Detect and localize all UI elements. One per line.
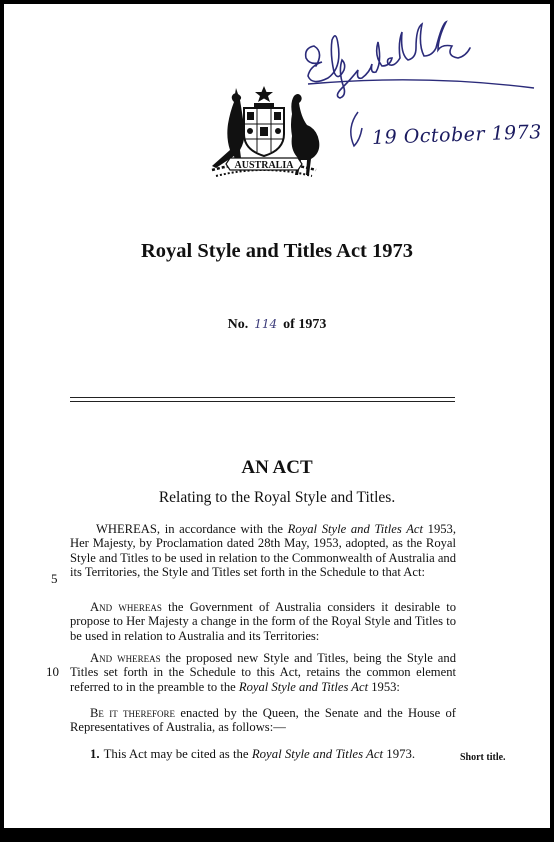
act-title: Royal Style and Titles Act 1973 xyxy=(140,240,414,262)
divider-rule-top xyxy=(70,397,455,398)
section-number: 1. xyxy=(90,747,100,761)
signature-date: 19 October 1973 xyxy=(371,121,543,149)
preamble-paragraph-2: And whereas the Government of Australia considers it desirable to propose to Her Majesty a change in the form of the Royal Style and Titles to be used in relation to Australia and its Territories: xyxy=(70,600,457,643)
crest-label: AUSTRALIA xyxy=(234,160,294,171)
coat-of-arms-emblem xyxy=(198,84,330,182)
enacting-clause: Be it therefore enacted by the Queen, the Senate and the House of Representatives of Australia, as follows:— xyxy=(70,706,456,735)
royal-signature xyxy=(302,7,538,92)
act-long-title: Relating to the Royal Style and Titles. xyxy=(158,489,396,506)
document-page xyxy=(4,4,550,828)
act-number-suffix: of 1973 xyxy=(283,317,327,332)
act-number-prefix: No. xyxy=(227,317,249,332)
margin-note-short-title: Short title. xyxy=(460,752,506,763)
line-number-10: 10 xyxy=(46,664,59,679)
an-act-heading: AN ACT xyxy=(241,457,313,478)
divider-rule-bottom xyxy=(70,401,455,402)
act-number-handwritten: 114 xyxy=(254,317,278,331)
act-number xyxy=(4,317,550,333)
preamble-paragraph-1: WHEREAS, in accordance with the Royal Style and Titles Act 1953, Her Majesty, by Proclamation dated 28th May, 1953, adopted, as the Royal Style and Titles to be used in relation to the Commonwealth of Australia and its Territories, the Style and Titles set forth in the Schedule to that Act: xyxy=(70,522,457,580)
preamble-paragraph-3: And whereas the proposed new Style and Titles, being the Style and Titles set forth in the Schedule to this Act, retains the common element referred to in the preamble to the Royal Style and Titles Act 1953: xyxy=(70,651,456,694)
line-number-5: 5 xyxy=(51,571,58,586)
signature-flourish xyxy=(344,110,366,150)
signature-name: Elizabeth R xyxy=(302,7,396,26)
section-1: 1. This Act may be cited as the Royal Style and Titles Act 1973. xyxy=(90,747,416,761)
